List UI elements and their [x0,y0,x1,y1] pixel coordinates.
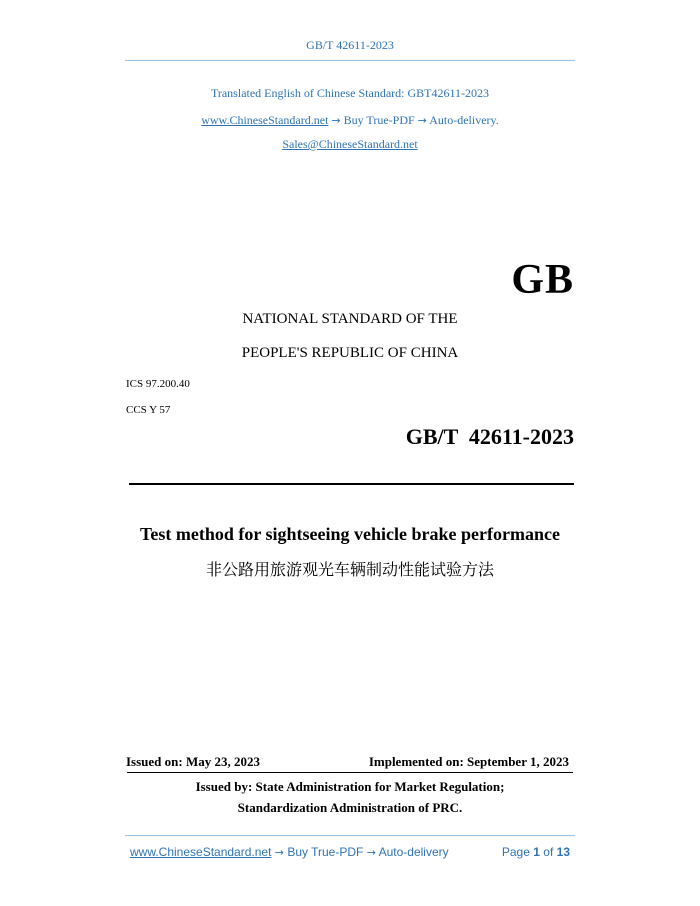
buy-pdf-text: Buy True-PDF [343,113,415,127]
page-current: 1 [533,845,540,859]
issued-rule [127,772,573,773]
arrow-right-icon: → [331,114,341,127]
implemented-on: Implemented on: September 1, 2023 [368,754,569,769]
translation-links [0,113,700,128]
issued-by-line1: Issued by: State Administration for Market Regulation; [195,779,505,794]
title-english: Test method for sightseeing vehicle brake performance [140,524,560,544]
site-link[interactable]: www.ChineseStandard.net [201,113,329,127]
page-indicator [502,845,570,859]
auto-delivery-text: Auto-delivery. [429,113,499,127]
title-chinese: 非公路用旅游观光车辆制动性能试验方法 [205,560,494,579]
footer-divider [125,835,575,836]
standard-number: GB/T 42611-2023 [405,424,574,449]
sales-email-link[interactable]: Sales@ChineseStandard.net [282,137,418,151]
page-of: of [543,845,554,859]
issued-by-line2: Standardization Administration of PRC. [237,800,463,815]
translation-notice: Translated English of Chinese Standard: GBT42611-2023 [210,86,490,100]
footer-links [130,845,449,859]
arrow-right-icon: → [417,114,427,127]
page-total: 13 [556,845,570,859]
standard-number-rule [129,483,574,485]
footer-site-link[interactable]: www.ChineseStandard.net [130,845,272,859]
national-standard-line2: PEOPLE'S REPUBLIC OF CHINA [241,345,459,361]
arrow-right-icon: → [366,846,376,859]
ccs-code: CCS Y 57 [126,404,171,416]
national-standard-line1: NATIONAL STANDARD OF THE [242,311,458,327]
issued-on: Issued on: May 23, 2023 [126,754,260,769]
header-standard-code: GB/T 42611-2023 [306,38,394,52]
footer-buy-pdf: Buy True-PDF [287,845,364,859]
header-divider [125,60,575,61]
arrow-right-icon: → [274,846,284,859]
footer-auto-delivery: Auto-delivery [378,845,449,859]
ics-code: ICS 97.200.40 [126,378,190,390]
gb-mark: GB [511,257,574,303]
page-label: Page [501,845,530,859]
email-line [0,137,700,152]
